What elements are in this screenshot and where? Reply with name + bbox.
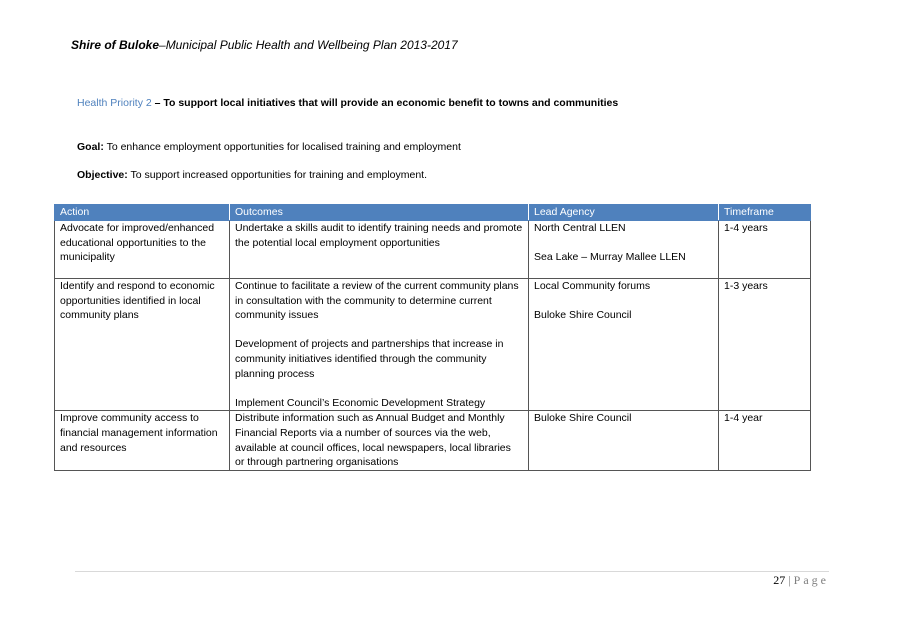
cell-timeframe: 1-4 years xyxy=(719,221,811,279)
page-number xyxy=(773,573,829,588)
shire-name: Shire of Buloke xyxy=(71,38,160,52)
outcome-text: Distribute information such as Annual Budget and Monthly Financial Reports via a number of sources via the web, available at council offices, local newspapers, local libraries or through partnering organisations xyxy=(235,412,511,469)
cell-outcomes xyxy=(230,279,529,411)
cell-lead-agency xyxy=(529,411,719,470)
header-action: Action xyxy=(55,205,230,221)
action-text: Advocate for improved/enhanced educational opportunities to the municipality xyxy=(60,222,215,264)
page-number-value: 27 xyxy=(773,573,786,587)
objective-statement xyxy=(77,169,427,181)
objective-text: To support increased opportunities for training and employment. xyxy=(127,169,428,181)
lead-agency-text: Local Community forums xyxy=(534,280,651,292)
health-priority-heading xyxy=(77,97,618,109)
lead-agency-text: Sea Lake – Murray Mallee LLEN xyxy=(534,251,686,264)
table-row xyxy=(55,411,811,470)
header-outcomes: Outcomes xyxy=(230,205,529,221)
goal-label: Goal: xyxy=(77,141,104,153)
outcome-text: Continue to facilitate a review of the current community plans in consultation with the community to determine current community issues xyxy=(235,280,519,322)
page-separator: | xyxy=(788,573,791,587)
cell-outcomes xyxy=(230,411,529,470)
table-row xyxy=(55,279,811,411)
table-row xyxy=(55,221,811,279)
cell-outcomes xyxy=(230,221,529,279)
outcome-text: Undertake a skills audit to identify training needs and promote the potential local employment opportunities xyxy=(235,222,523,249)
goal-text: To enhance employment opportunities for localised training and employment xyxy=(103,141,461,153)
page-word: Page xyxy=(793,573,829,587)
lead-agency-text: Buloke Shire Council xyxy=(534,309,632,322)
outcome-text: Implement Council’s Economic Development Strategy xyxy=(235,396,486,409)
cell-timeframe: 1-4 year xyxy=(719,411,811,470)
priority-label: Health Priority 2 xyxy=(77,97,152,109)
goal-statement xyxy=(77,141,461,153)
cell-lead-agency xyxy=(529,221,719,279)
outcome-text: Development of projects and partnerships that increase in community initiatives identified through the community planning process xyxy=(235,338,504,380)
header-lead-agency: Lead Agency xyxy=(529,205,719,221)
cell-lead-agency xyxy=(529,279,719,411)
objective-label: Objective: xyxy=(77,169,128,181)
cell-action xyxy=(55,411,230,470)
action-text: Identify and respond to economic opportunities identified in local community plans xyxy=(60,280,215,322)
plan-title: –Municipal Public Health and Wellbeing Plan 2013-2017 xyxy=(159,38,458,52)
table-header-row xyxy=(55,205,811,221)
priority-text: – To support local initiatives that will provide an economic benefit to towns and communities xyxy=(151,97,619,109)
lead-agency-text: Buloke Shire Council xyxy=(534,412,632,425)
cell-action xyxy=(55,279,230,411)
action-text: Improve community access to financial management information and resources xyxy=(60,412,218,454)
action-plan-table xyxy=(54,204,811,471)
footer-divider xyxy=(75,571,829,572)
document-header xyxy=(71,38,458,52)
cell-timeframe: 1-3 years xyxy=(719,279,811,411)
header-timeframe: Timeframe xyxy=(719,205,811,221)
lead-agency-text: North Central LLEN xyxy=(534,222,626,234)
cell-action xyxy=(55,221,230,279)
